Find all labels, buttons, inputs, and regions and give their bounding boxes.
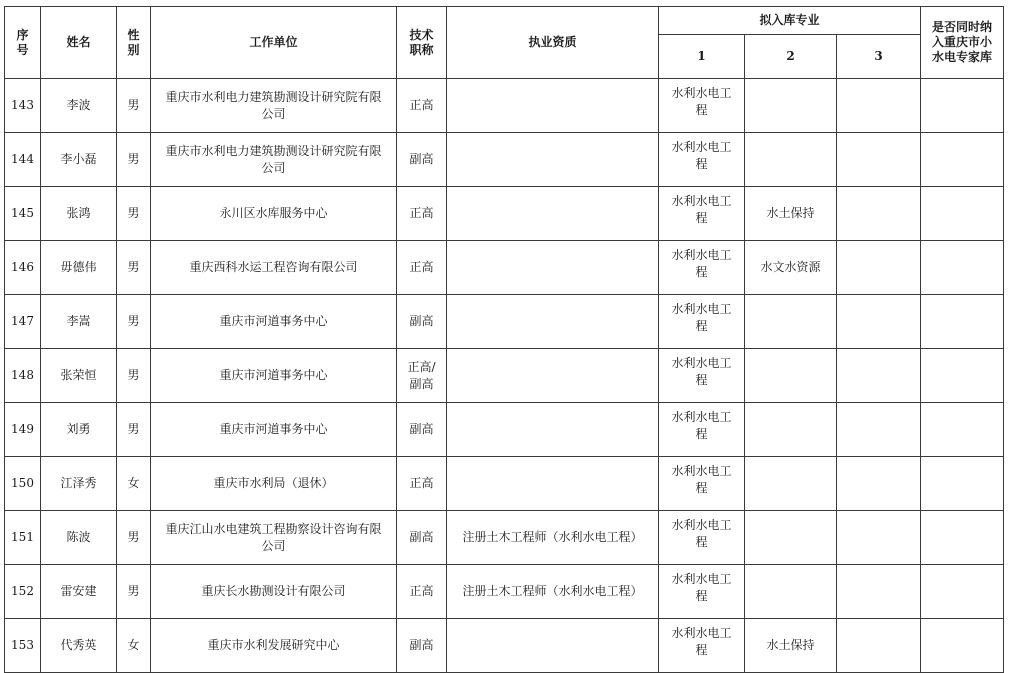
cell-unit [151,133,397,187]
cell-gender-text: 男 [127,152,140,166]
cell-qualification [447,187,659,241]
cell-seq-text: 150 [11,476,34,490]
cell-seq-text: 143 [11,98,34,112]
cell-major-1-text: 水利水电工 程 [671,356,732,387]
header-seq [5,7,41,79]
cell-seq-text: 144 [11,152,34,166]
cell-name-text: 陈波 [66,530,91,544]
cell-major-2-text: 水土保持 [766,638,815,652]
cell-unit-text: 重庆江山水电建筑工程勘察设计咨询有限 公司 [165,521,382,553]
table-row [5,403,1004,457]
cell-title-text: 正高 [409,476,434,490]
cell-gender [117,133,151,187]
cell-major-1 [659,511,745,565]
cell-gender [117,295,151,349]
cell-seq-text: 147 [11,314,34,328]
cell-unit-text: 重庆市河道事务中心 [219,314,328,328]
header-gender-label: 性 别 [127,27,140,57]
cell-major-2 [745,79,837,133]
cell-major-1-text: 水利水电工 程 [671,140,732,171]
cell-expert-db [921,457,1004,511]
cell-name-text: 张荣恒 [60,368,97,382]
cell-title [397,187,447,241]
cell-name [41,187,117,241]
cell-seq-text: 151 [11,530,34,544]
header-gender [117,7,151,79]
cell-major-2 [745,187,837,241]
cell-title-text: 副高 [409,152,434,166]
cell-seq-text: 149 [11,422,34,436]
cell-name [41,403,117,457]
table-row [5,79,1004,133]
cell-gender-text: 女 [127,476,140,490]
cell-major-3 [837,511,921,565]
cell-title [397,133,447,187]
cell-name [41,349,117,403]
cell-major-3 [837,457,921,511]
cell-name [41,511,117,565]
header-qualification [447,7,659,79]
cell-title [397,241,447,295]
cell-seq [5,295,41,349]
cell-gender-text: 男 [127,368,140,382]
cell-unit [151,187,397,241]
cell-major-2 [745,511,837,565]
cell-major-3 [837,349,921,403]
cell-qualification [447,403,659,457]
table-row [5,241,1004,295]
header-major-1 [659,35,745,79]
cell-unit-text: 重庆市水利局（退休） [213,476,334,490]
cell-title-text: 副高 [409,314,434,328]
cell-seq-text: 146 [11,260,34,274]
cell-title-text: 正高 [409,206,434,220]
cell-seq [5,187,41,241]
cell-name-text: 刘勇 [66,422,91,436]
cell-major-1 [659,349,745,403]
cell-major-1-text: 水利水电工 程 [671,302,732,333]
cell-major-1-text: 水利水电工 程 [671,518,732,549]
cell-qualification-text: 注册土木工程师（水利水电工程） [462,584,643,598]
cell-expert-db [921,619,1004,673]
cell-major-1-text: 水利水电工 程 [671,194,732,225]
cell-title [397,457,447,511]
cell-qualification-text: 注册土木工程师（水利水电工程） [462,530,643,544]
cell-major-1-text: 水利水电工 程 [671,464,732,495]
cell-unit-text: 永川区水库服务中心 [219,206,328,220]
cell-name [41,241,117,295]
cell-major-1 [659,79,745,133]
cell-major-3 [837,241,921,295]
cell-major-2 [745,619,837,673]
cell-name-text: 李嵩 [66,314,91,328]
header-major-group-label: 拟入库专业 [759,13,820,27]
header-title [397,7,447,79]
cell-unit [151,349,397,403]
cell-expert-db [921,403,1004,457]
cell-qualification [447,349,659,403]
cell-major-1 [659,295,745,349]
cell-major-1 [659,403,745,457]
cell-seq [5,349,41,403]
cell-title-text: 正高 [409,584,434,598]
cell-title-text: 正高/ 副高 [407,359,436,391]
cell-major-1-text: 水利水电工 程 [671,572,732,603]
cell-major-2-text: 水文水资源 [760,260,821,274]
cell-expert-db [921,79,1004,133]
table-row [5,187,1004,241]
cell-seq-text: 148 [11,368,34,382]
cell-major-2 [745,457,837,511]
header-major-3-label: 3 [874,49,883,63]
header-expert-db [921,7,1004,79]
cell-title-text: 正高 [409,260,434,274]
cell-expert-db [921,187,1004,241]
cell-gender [117,241,151,295]
cell-unit-text: 重庆市河道事务中心 [219,368,328,382]
cell-seq [5,457,41,511]
cell-title [397,511,447,565]
cell-qualification [447,133,659,187]
cell-name [41,133,117,187]
cell-seq-text: 145 [11,206,34,220]
cell-name [41,457,117,511]
cell-major-3 [837,403,921,457]
cell-title [397,349,447,403]
cell-title-text: 副高 [409,530,434,544]
cell-unit [151,511,397,565]
cell-qualification [447,241,659,295]
cell-title [397,295,447,349]
cell-expert-db [921,241,1004,295]
cell-title-text: 正高 [409,98,434,112]
cell-name-text: 李波 [66,98,91,112]
cell-major-3 [837,295,921,349]
cell-major-1 [659,187,745,241]
cell-major-1-text: 水利水电工 程 [671,86,732,117]
cell-unit [151,619,397,673]
cell-major-2 [745,403,837,457]
cell-major-3 [837,133,921,187]
cell-name [41,295,117,349]
header-qualification-label: 执业资质 [528,35,577,49]
cell-unit-text: 重庆西科水运工程咨询有限公司 [189,260,358,274]
cell-title-text: 副高 [409,638,434,652]
cell-name [41,79,117,133]
cell-unit [151,457,397,511]
cell-major-1 [659,619,745,673]
cell-gender [117,619,151,673]
cell-seq [5,79,41,133]
cell-major-2 [745,241,837,295]
cell-gender-text: 男 [127,422,140,436]
header-major-2 [745,35,837,79]
cell-name [41,619,117,673]
cell-name-text: 雷安建 [60,584,97,598]
header-major-2-label: 2 [786,49,795,63]
header-expert-db-label: 是否同时纳 入重庆市小 水电专家库 [931,20,992,64]
table-row [5,295,1004,349]
cell-major-2 [745,295,837,349]
cell-gender-text: 男 [127,206,140,220]
cell-seq [5,619,41,673]
cell-unit-text: 重庆市河道事务中心 [219,422,328,436]
cell-seq [5,241,41,295]
cell-qualification [447,79,659,133]
cell-expert-db [921,565,1004,619]
cell-major-1 [659,565,745,619]
cell-major-2 [745,349,837,403]
table-row [5,349,1004,403]
cell-major-3 [837,187,921,241]
expert-table [4,6,1004,673]
cell-expert-db [921,295,1004,349]
cell-gender-text: 男 [127,530,140,544]
cell-name-text: 李小磊 [60,152,97,166]
cell-seq-text: 153 [11,638,34,652]
header-major-3 [837,35,921,79]
table-body [5,79,1004,673]
cell-major-1 [659,457,745,511]
cell-name-text: 毋德伟 [60,260,97,274]
cell-qualification [447,295,659,349]
cell-gender [117,79,151,133]
cell-major-1-text: 水利水电工 程 [671,248,732,279]
cell-major-2 [745,565,837,619]
cell-unit-text: 重庆市水利电力建筑勘测设计研究院有限 公司 [165,143,382,175]
header-seq-label: 序 号 [16,27,29,57]
cell-major-3 [837,79,921,133]
cell-title-text: 副高 [409,422,434,436]
cell-unit-text: 重庆长水勘测设计有限公司 [201,584,346,598]
cell-expert-db [921,349,1004,403]
cell-expert-db [921,133,1004,187]
cell-name-text: 江泽秀 [60,476,97,490]
header-name-label: 姓名 [66,35,91,49]
cell-gender [117,457,151,511]
cell-gender [117,187,151,241]
cell-qualification [447,511,659,565]
cell-major-1-text: 水利水电工 程 [671,626,732,657]
cell-name-text: 张鸿 [66,206,91,220]
cell-expert-db [921,511,1004,565]
table-row [5,565,1004,619]
table-row [5,511,1004,565]
cell-unit [151,403,397,457]
cell-major-1-text: 水利水电工 程 [671,410,732,441]
cell-seq [5,133,41,187]
cell-unit [151,565,397,619]
header-major-1-label: 1 [697,49,706,63]
cell-unit [151,295,397,349]
cell-major-2-text: 水土保持 [766,206,815,220]
cell-seq [5,511,41,565]
table-row [5,457,1004,511]
cell-unit-text: 重庆市水利电力建筑勘测设计研究院有限 公司 [165,89,382,121]
table-row [5,619,1004,673]
cell-name [41,565,117,619]
cell-major-1 [659,241,745,295]
header-name [41,7,117,79]
cell-seq [5,565,41,619]
cell-gender [117,511,151,565]
cell-title [397,403,447,457]
table-header [5,7,1004,79]
cell-qualification [447,457,659,511]
cell-seq-text: 152 [11,584,34,598]
cell-gender-text: 男 [127,584,140,598]
cell-gender-text: 男 [127,314,140,328]
cell-unit [151,79,397,133]
cell-name-text: 代秀英 [60,638,97,652]
cell-unit-text: 重庆市水利发展研究中心 [207,638,340,652]
cell-title [397,79,447,133]
cell-major-1 [659,133,745,187]
cell-qualification [447,565,659,619]
cell-gender-text: 男 [127,260,140,274]
cell-qualification [447,619,659,673]
header-title-label: 技术 职称 [409,27,434,57]
header-major-group [659,7,921,35]
cell-seq [5,403,41,457]
cell-gender [117,565,151,619]
cell-gender [117,349,151,403]
cell-title [397,619,447,673]
cell-major-3 [837,565,921,619]
cell-major-3 [837,619,921,673]
table-row [5,133,1004,187]
cell-gender [117,403,151,457]
cell-unit [151,241,397,295]
header-unit [151,7,397,79]
cell-gender-text: 女 [127,638,140,652]
cell-major-2 [745,133,837,187]
header-unit-label: 工作单位 [249,35,298,49]
cell-title [397,565,447,619]
cell-gender-text: 男 [127,98,140,112]
